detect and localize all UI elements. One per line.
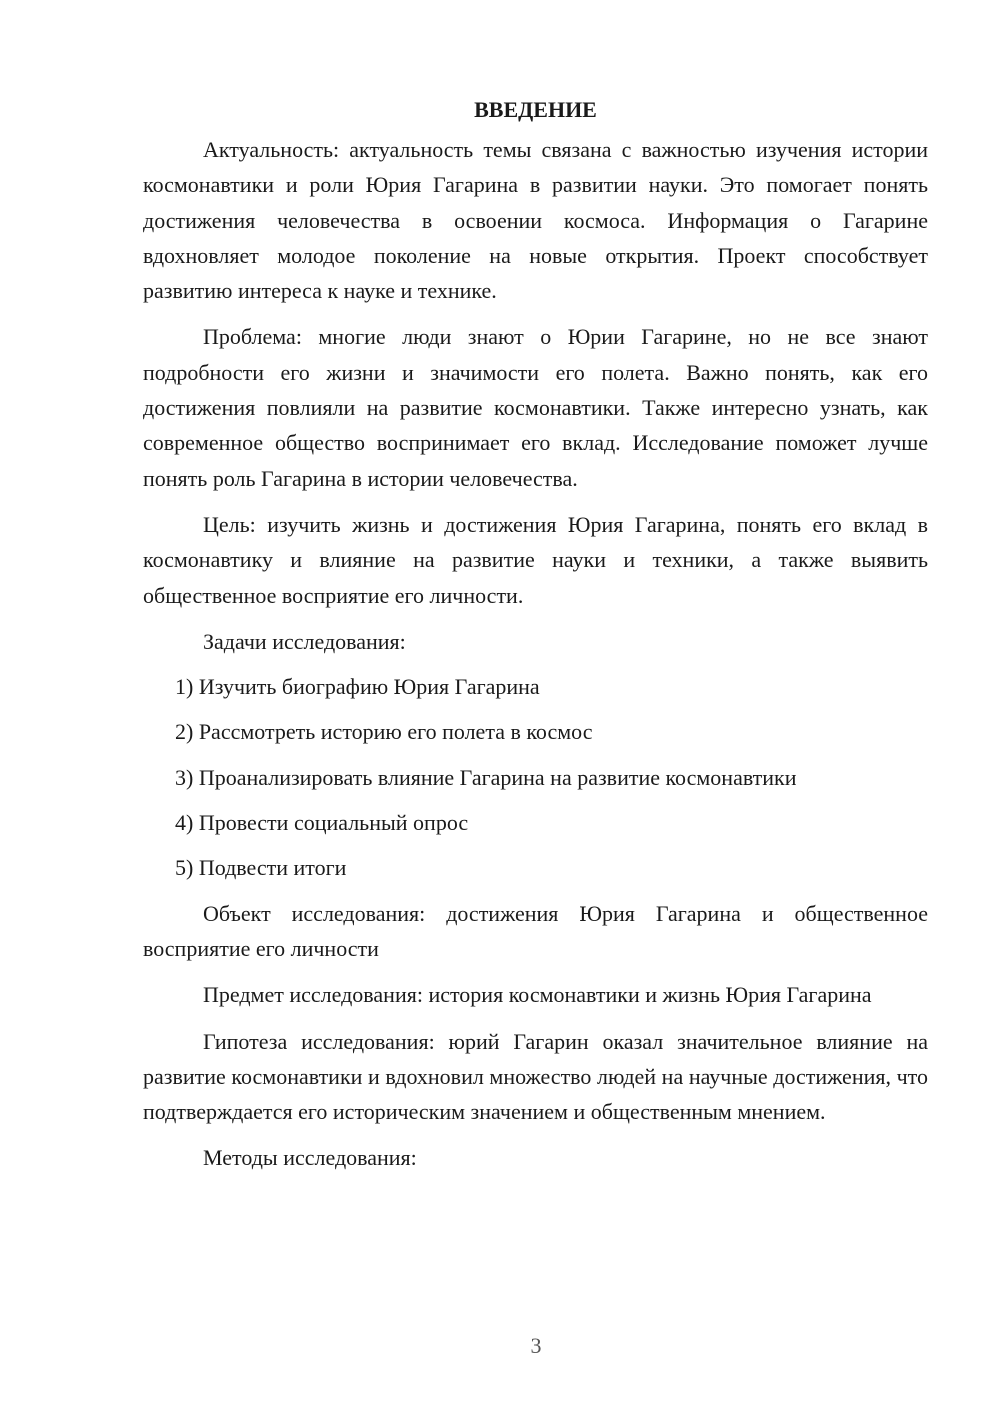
document-title: ВВЕДЕНИЕ: [474, 97, 597, 122]
relevance-paragraph: Актуальность: актуальность темы связана с важностью изучения истории космонавтики и роли Юрия Гагарина в развитии науки. Это помогает понять достижения человечества в освоении космоса. Информация о Гагарине вдохновляет молодое поколение на новые открытия. Проект способствует развитию интереса к науке и технике.: [143, 137, 928, 304]
list-item: 4) Провести социальный опрос: [175, 810, 469, 836]
hypothesis-paragraph: Гипотеза исследования: юрий Гагарин оказал значительное влияние на развитие космонавтики и вдохновил множество людей на научные достижения, что подтверждается его историческим значением и общественным мнением.: [143, 1028, 928, 1125]
methods-heading: Методы исследования:: [203, 1145, 417, 1171]
document-page: [143, 92, 928, 1186]
object-paragraph: Объект исследования: достижения Юрия Гагарина и общественное восприятие его личности: [143, 900, 928, 961]
list-item: 2) Рассмотреть историю его полета в космос: [175, 719, 593, 745]
list-item: 3) Проанализировать влияние Гагарина на развитие космонавтики: [175, 764, 797, 790]
list-item: 1) Изучить биографию Юрия Гагарина: [175, 674, 540, 700]
tasks-heading: Задачи исследования:: [203, 628, 406, 654]
subject-paragraph: Предмет исследования: история космонавтики и жизнь Юрия Гагарина: [203, 982, 872, 1008]
tasks-list: [143, 669, 928, 885]
goal-paragraph: Цель: изучить жизнь и достижения Юрия Гагарина, понять его вклад в космонавтику и влияние на развитие науки и техники, а также выявить общественное восприятие его личности.: [143, 511, 928, 608]
list-item: 5) Подвести итоги: [175, 855, 347, 881]
problem-paragraph: Проблема: многие люди знают о Юрии Гагарине, но не все знают подробности его жизни и значимости его полета. Важно понять, как его достижения повлияли на развитие космонавтики. Также интересно узнать, как современное общество воспринимает его вклад. Исследование поможет лучше понять роль Гагарина в истории человечества.: [143, 324, 928, 491]
page-number: 3: [530, 1333, 542, 1358]
